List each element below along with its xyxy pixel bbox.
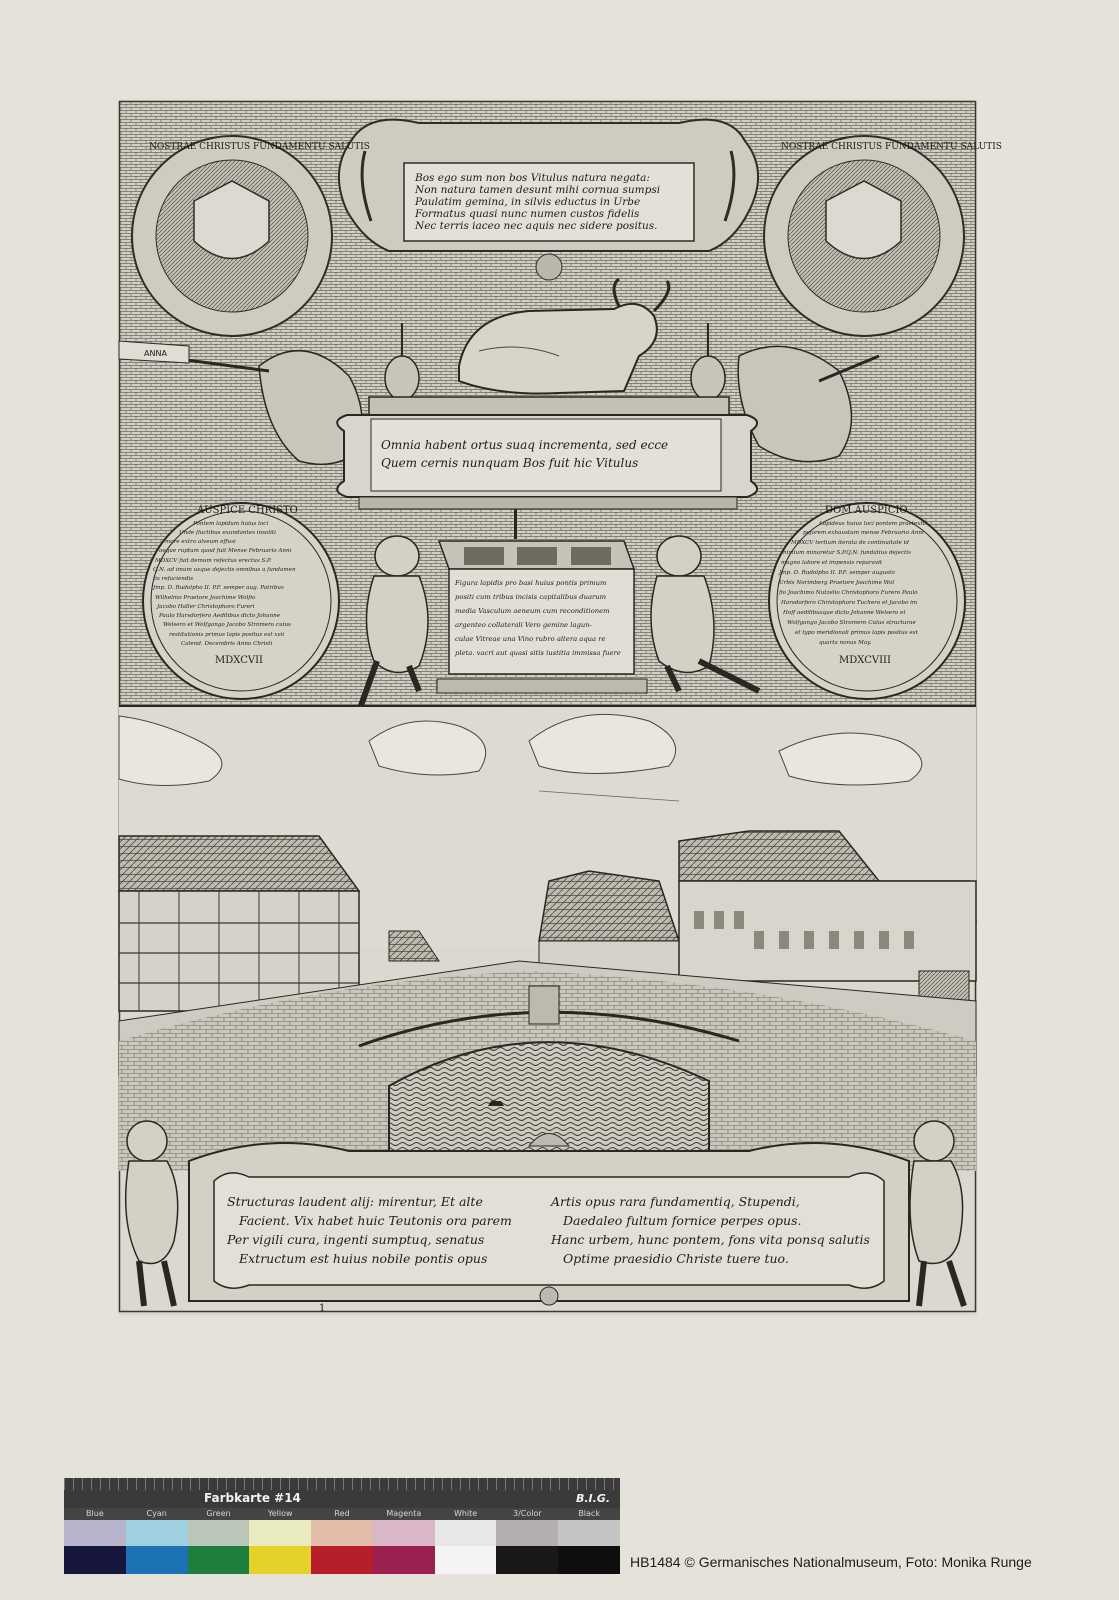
medallion-left-line: more extra alveum effusi — [165, 539, 236, 545]
medallion-right-line: magno labore et impensis reparavit — [781, 560, 883, 566]
color-swatch — [435, 1520, 497, 1546]
color-swatch — [64, 1546, 126, 1574]
medallion-right-line: fio Joachimo Nutzelio Christophoro Furero Paulo — [779, 590, 918, 596]
bottom-right-verse-line-4: Optime praesidio Christe tuere tuo. — [563, 1251, 789, 1266]
photo-credit: HB1484 © Germanisches Nationalmuseum, Foto: Monika Runge — [630, 1554, 1032, 1570]
medallion-right — [769, 503, 965, 699]
medallion-top-right-ring: NOSTRAE CHRISTUS FUNDAMENTU SALUTIS — [781, 142, 1002, 152]
color-swatch — [249, 1546, 311, 1574]
medallion-right-line: Harsdorfero Christophoro Tuchero et Jacobo im — [781, 600, 918, 606]
bottom-right-verse-line-3: Hanc urbem, hunc pontem, fons vita ponsq salutis — [551, 1232, 870, 1247]
medallion-right-line: MDXCV tertium iterata de continuitate id — [791, 540, 909, 546]
swatch-label: Red — [334, 1509, 350, 1518]
medallion-left-line: Q.N. ad imum usque dejectis omnibus a fundamen — [153, 567, 296, 573]
center-verse-line: positi cum tribus incisis capitalibus duarum — [455, 593, 607, 601]
swatches-light — [64, 1520, 620, 1546]
color-swatch — [188, 1520, 250, 1546]
card-title-bar — [64, 1490, 620, 1508]
medallion-left-line: aeque ruptum quod fuit Mense Februario Anni — [159, 548, 292, 554]
center-verse-line: pleta. vacri aut quasi sitis iustitia immissa fuere — [455, 649, 621, 657]
medallion-top-left-ring: NOSTRAE CHRISTUS FUNDAMENTU SALUTIS — [149, 142, 370, 152]
color-swatch — [496, 1520, 558, 1546]
medallion-right-line: nimium minaretur S.P.Q.N. fundatius dejectis — [783, 550, 911, 556]
color-swatch — [311, 1546, 373, 1574]
center-verse-line: argenteo collaterali Vero gemine lagun- — [455, 621, 592, 629]
medallion-right-line: pejorem exhaustum mense Februario Anni — [803, 530, 924, 536]
bottom-left-verse-line-4: Extructum est huius nobile pontis opus — [239, 1251, 488, 1266]
center-verse-line: Figura lapidis pro basi huius pontis primum — [455, 579, 607, 587]
engraving-sheet — [119, 101, 1002, 1314]
color-swatch — [126, 1546, 188, 1574]
medallion-left-line: Unde fluctibus exundantes insoliti — [179, 530, 276, 536]
medallion-left-line: MDXCV fuit demum refectus erectus S.P. — [155, 558, 272, 564]
swatch-label: Blue — [86, 1509, 104, 1518]
medallion-left-line: Calend. Decembris Anno Christi — [181, 641, 273, 647]
medallion-left-line: Wilhelmo Praetore Joachime Wolfio — [155, 595, 256, 601]
medallion-left-line: Jacobo Haller Christophoro Fureri — [157, 604, 255, 610]
medallion-left-title: AUSPICE CHRISTO — [197, 505, 298, 516]
card-brand: B.I.G. — [575, 1492, 610, 1505]
swatch-label: Yellow — [267, 1509, 293, 1518]
medallion-right-line: Lapideus huius loci pontem praetextis — [819, 521, 928, 527]
top-verse-line-1: Bos ego sum non bos Vitulus natura negata: — [415, 172, 650, 184]
medallion-left-year: MDXCVII — [215, 655, 263, 666]
bottom-cartouche — [189, 1134, 909, 1315]
center-verse-line: media Vasculum aeneum cum reconditionem — [455, 607, 610, 615]
medallion-left-line: Paulo Harsdorfero Aedilibus dicto Johanne — [159, 613, 281, 619]
bottom-right-verse-line-2: Daedaleo fultum fornice perpes opus. — [563, 1213, 802, 1228]
top-verse-line-4: Formatus quasi nunc numen custos fidelis — [415, 208, 640, 220]
swatch-label: White — [453, 1509, 478, 1518]
card-labels — [64, 1508, 620, 1520]
card-title: Farbkarte #14 — [204, 1491, 301, 1505]
pedestal-verse-line-2: Quem cernis nunquam Bos fuit hic Vitulus — [381, 456, 639, 470]
top-verse-line-5: Nec terris iaceo nec aquis nec sidere positus. — [415, 220, 658, 232]
pedestal — [337, 397, 757, 509]
engraving-artwork — [119, 101, 1002, 1314]
medallion-right-year: MDXCVIII — [839, 655, 891, 666]
swatch-label: Cyan — [146, 1509, 167, 1518]
color-swatch — [496, 1546, 558, 1574]
medallion-left-line: tis refaciendis — [153, 576, 194, 582]
color-swatch — [558, 1546, 620, 1574]
color-swatch — [249, 1520, 311, 1546]
medallion-right-title: DOM AUSPICIO — [825, 505, 908, 516]
color-swatch — [64, 1520, 126, 1546]
pedestal-verse-line-1: Omnia habent ortus suaq incrementa, sed ecce — [381, 438, 669, 452]
swatch-label: Green — [206, 1509, 231, 1518]
medallion-right-line: et typo meridionali primus lapis positus est — [795, 630, 918, 636]
medallion-left — [143, 503, 339, 699]
medallion-right-line: Jmp. D. Rudolpho II. P.F. semper augusto — [779, 570, 895, 576]
bottom-left-verse-line-3: Per vigili cura, ingenti sumptuq, senatus — [227, 1232, 485, 1247]
color-swatch — [126, 1520, 188, 1546]
swatch-label: Black — [578, 1509, 600, 1518]
color-swatch — [311, 1520, 373, 1546]
swatch-label: Magenta — [386, 1509, 422, 1518]
color-swatch — [373, 1520, 435, 1546]
swatch-label: 3/Color — [513, 1509, 542, 1518]
medallion-right-line: Wolfgango Jacobo Stromero Cuius structurae — [787, 620, 916, 626]
card-ruler — [64, 1478, 620, 1490]
plate-number: 1 — [319, 1303, 326, 1314]
color-swatch — [435, 1546, 497, 1574]
bottom-left-verse-line-2: Facient. Vix habet huic Teutonis ora parem — [239, 1213, 512, 1228]
medallion-left-line: restitutionis primus lapis positus est xvii — [169, 632, 285, 638]
medallion-left-line: Pontem lapidum huius loci — [193, 521, 269, 527]
color-calibration-card — [64, 1478, 620, 1574]
bottom-left-verse-line-1: Structuras laudent alij: mirentur, Et alte — [227, 1194, 483, 1209]
swatches-dark — [64, 1546, 620, 1574]
medallion-right-line: quarta nonas May. — [819, 640, 872, 646]
color-swatch — [558, 1520, 620, 1546]
trumpet-banner: ANNA — [144, 349, 167, 358]
medallion-left-line: Welsero et Wolfgango Jacobo Stromero cuius — [163, 622, 291, 628]
top-verse-line-3: Paulatim gemina, in silvis eductus in Urbe — [415, 196, 641, 208]
center-verse-line: culae Vitreae una Vino rubro altera aqua re — [455, 635, 606, 643]
medallion-right-line: Hoff aedilibusque dicto Johanne Welsero et — [783, 610, 906, 616]
medallion-left-line: Jmp. D. Rudolpho II. P.F. semper aug. Patribus — [153, 585, 284, 591]
color-swatch — [373, 1546, 435, 1574]
medallion-right-line: Urbis Norimberg Praetore Joachime Wol — [779, 580, 895, 586]
top-verse-line-2: Non natura tamen desunt mihi cornua sumpsi — [415, 184, 661, 196]
bottom-right-verse-line-1: Artis opus rara fundamentiq, Stupendi, — [551, 1194, 800, 1209]
color-swatch — [188, 1546, 250, 1574]
